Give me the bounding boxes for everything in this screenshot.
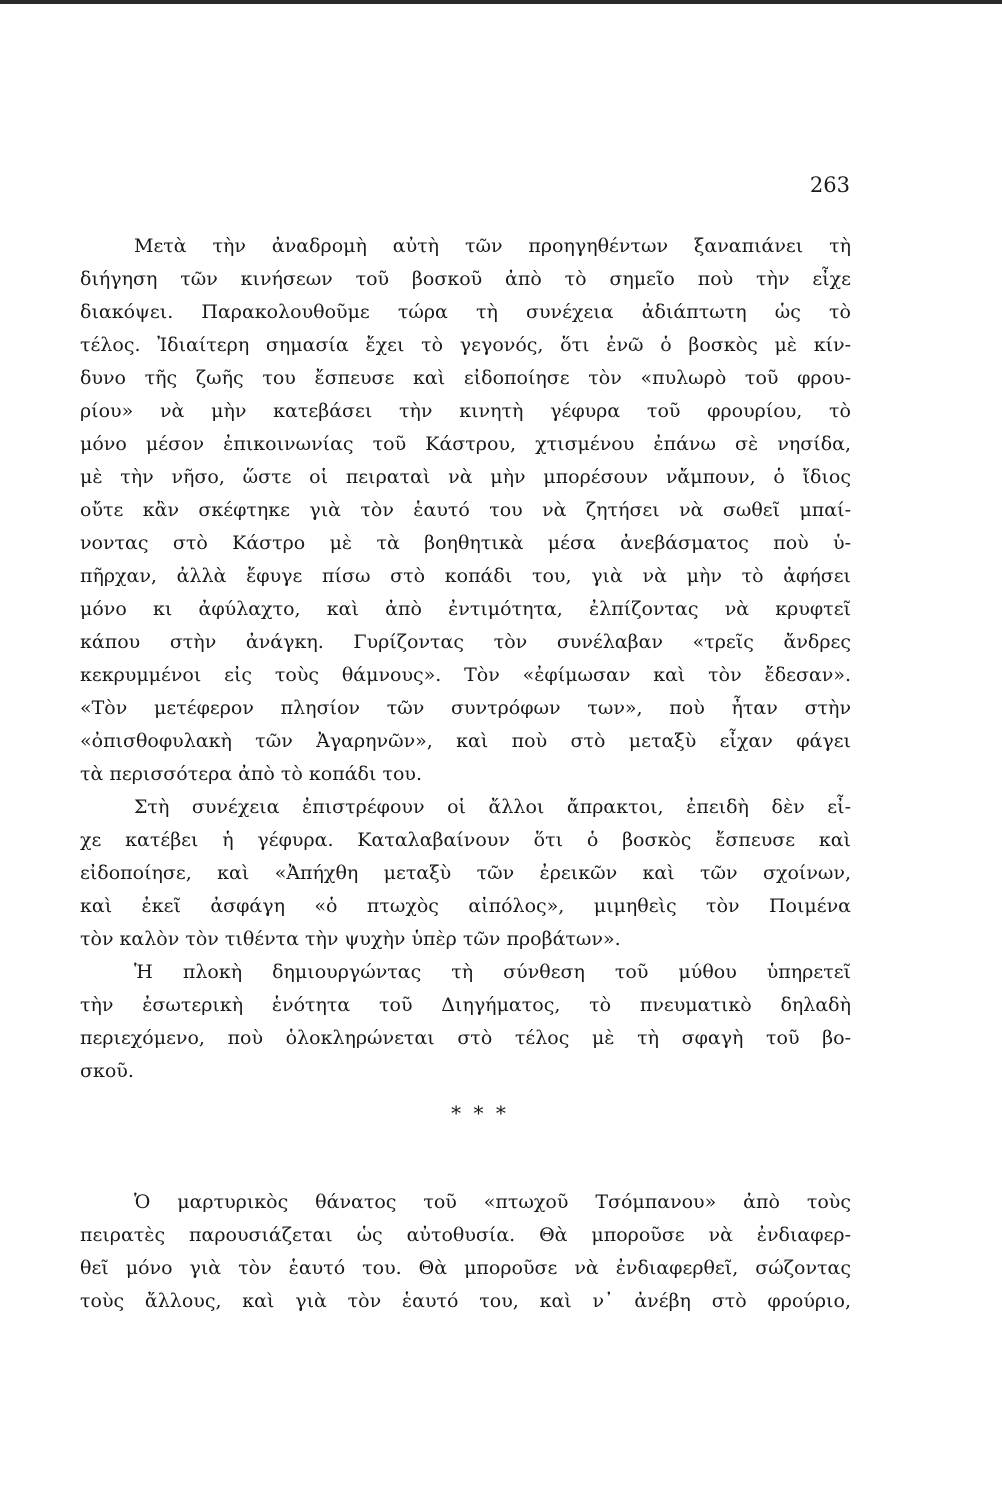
- text-line: καὶ ἐκεῖ ἀσφάγη «ὁ πτωχὸς αἰπόλος», μιμηθεὶς τὸν Ποιμένα: [80, 895, 851, 917]
- text-line: εἰδοποίησε, καὶ «Ἀπήχθη μεταξὺ τῶν ἐρεικῶν καὶ τῶν σχοίνων,: [80, 862, 851, 884]
- text-line: κάπου στὴν ἀνάγκη. Γυρίζοντας τὸν συνέλαβαν «τρεῖς ἄνδρες: [80, 631, 851, 653]
- text-line: πῆρχαν, ἀλλὰ ἔφυγε πίσω στὸ κοπάδι του, γιὰ νὰ μὴν τὸ ἀφήσει: [80, 565, 851, 587]
- section-divider: * * *: [451, 1101, 509, 1125]
- text-line: διακόψει. Παρακολουθοῦμε τώρα τὴ συνέχεια ἀδιάπτωτη ὡς τὸ: [80, 301, 851, 323]
- text-line: σκοῦ.: [80, 1060, 134, 1082]
- text-line: τὰ περισσότερα ἀπὸ τὸ κοπάδι του.: [80, 763, 422, 785]
- text-line: Μετὰ τὴν ἀναδρομὴ αὐτὴ τῶν προηγηθέντων ξαναπιάνει τὴ: [134, 235, 851, 257]
- text-line: ρίου» νὰ μὴν κατεβάσει τὴν κινητὴ γέφυρα τοῦ φρουρίου, τὸ: [80, 400, 851, 422]
- text-line: περιεχόμενο, ποὺ ὁλοκληρώνεται στὸ τέλος μὲ τὴ σφαγὴ τοῦ βο-: [80, 1027, 851, 1049]
- text-line: μόνο κι ἀφύλαχτο, καὶ ἀπὸ ἐντιμότητα, ἐλπίζοντας νὰ κρυφτεῖ: [80, 598, 851, 620]
- text-line: τοὺς ἄλλους, καὶ γιὰ τὸν ἑαυτό του, καὶ ν᾽ ἀνέβη στὸ φρούριο,: [80, 1290, 851, 1312]
- text-line: «Τὸν μετέφερον πλησίον τῶν συντρόφων των», ποὺ ἦταν στὴν: [80, 697, 851, 719]
- text-line: δυνο τῆς ζωῆς του ἔσπευσε καὶ εἰδοποίησε τὸν «πυλωρὸ τοῦ φρου-: [80, 367, 851, 389]
- text-line: Στὴ συνέχεια ἐπιστρέφουν οἱ ἄλλοι ἄπρακτοι, ἐπειδὴ δὲν εἶ-: [134, 796, 851, 818]
- text-line: «ὀπισθοφυλακὴ τῶν Ἀγαρηνῶν», καὶ ποὺ στὸ μεταξὺ εἶχαν φάγει: [80, 730, 851, 752]
- text-line: μόνο μέσον ἐπικοινωνίας τοῦ Κάστρου, χτισμένου ἐπάνω σὲ νησίδα,: [80, 433, 851, 455]
- text-line: οὔτε κἂν σκέφτηκε γιὰ τὸν ἑαυτό του νὰ ζητήσει νὰ σωθεῖ μπαί-: [80, 499, 851, 521]
- text-line: τέλος. Ἰδιαίτερη σημασία ἔχει τὸ γεγονός, ὅτι ἐνῶ ὁ βοσκὸς μὲ κίν-: [80, 334, 851, 356]
- page-top-edge: [0, 0, 1002, 4]
- text-line: τὸν καλὸν τὸν τιθέντα τὴν ψυχὴν ὑπὲρ τῶν προβάτων».: [80, 928, 621, 950]
- text-line: μὲ τὴν νῆσο, ὥστε οἱ πειραταὶ νὰ μὴν μπορέσουν νἄμπουν, ὁ ἴδιος: [80, 466, 851, 488]
- text-line: διήγηση τῶν κινήσεων τοῦ βοσκοῦ ἀπὸ τὸ σημεῖο ποὺ τὴν εἶχε: [80, 268, 851, 290]
- text-line: νοντας στὸ Κάστρο μὲ τὰ βοηθητικὰ μέσα ἀνεβάσματος ποὺ ὑ-: [80, 532, 851, 554]
- text-line: θεῖ μόνο γιὰ τὸν ἑαυτό του. Θὰ μποροῦσε νὰ ἐνδιαφερθεῖ, σώζοντας: [80, 1257, 851, 1279]
- text-line: πειρατὲς παρουσιάζεται ὡς αὐτοθυσία. Θὰ μποροῦσε νὰ ἐνδιαφερ-: [80, 1224, 851, 1246]
- text-line: κεκρυμμένοι εἰς τοὺς θάμνους». Τὸν «ἐφίμωσαν καὶ τὸν ἔδεσαν».: [80, 664, 851, 686]
- text-line: χε κατέβει ἡ γέφυρα. Καταλαβαίνουν ὅτι ὁ βοσκὸς ἔσπευσε καὶ: [80, 829, 851, 851]
- text-line: Ὁ μαρτυρικὸς θάνατος τοῦ «πτωχοῦ Τσόμπανου» ἀπὸ τοὺς: [134, 1191, 851, 1213]
- text-line: τὴν ἐσωτερικὴ ἑνότητα τοῦ Διηγήματος, τὸ πνευματικὸ δηλαδὴ: [80, 994, 851, 1016]
- text-line: Ἡ πλοκὴ δημιουργώντας τὴ σύνθεση τοῦ μύθου ὑπηρετεῖ: [134, 961, 851, 983]
- page-number: 263: [809, 173, 850, 197]
